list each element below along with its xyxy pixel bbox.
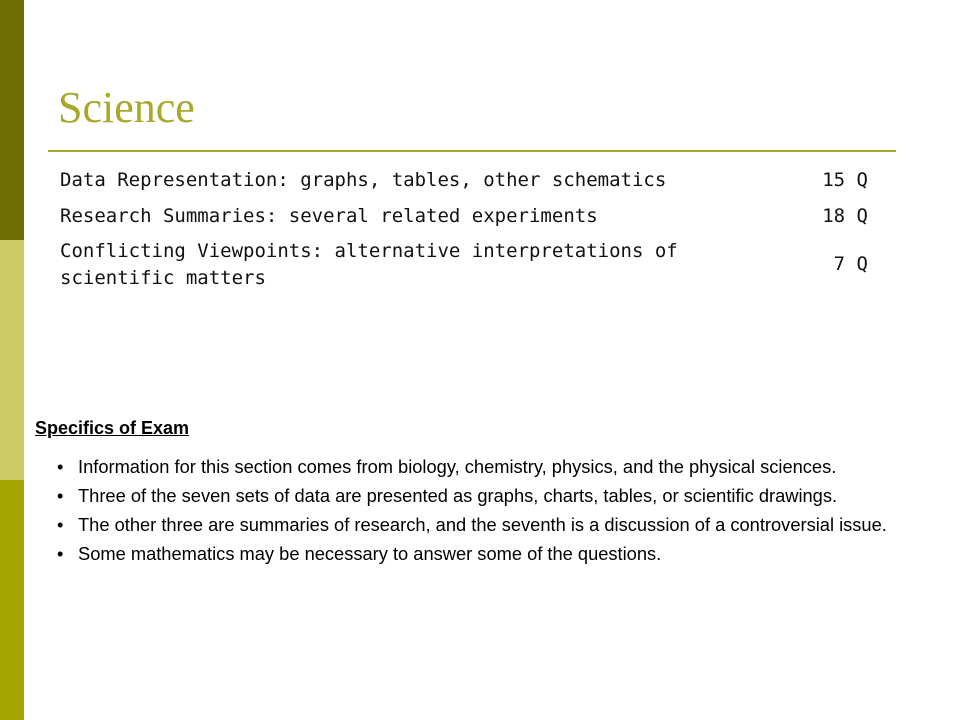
- topic-label: Research Summaries: several related experiments: [60, 204, 598, 227]
- list-item-text: Information for this section comes from biology, chemistry, physics, and the physical sciences.: [78, 456, 837, 477]
- bullet-icon: •: [57, 543, 64, 564]
- list-item: [50, 452, 920, 481]
- topic-label: Data Representation: graphs, tables, other schematics: [60, 169, 667, 191]
- list-item: [50, 481, 920, 510]
- specifics-heading: Specifics of Exam: [35, 418, 190, 438]
- list-item: [50, 539, 920, 568]
- side-bar-dark: [0, 0, 24, 240]
- side-bar-light: [0, 240, 24, 480]
- question-count: 15 Q: [822, 169, 868, 191]
- question-count: 18 Q: [822, 204, 868, 227]
- bullet-icon: •: [57, 514, 64, 535]
- list-item-text: Three of the seven sets of data are presented as graphs, charts, tables, or scientific drawings.: [78, 485, 838, 506]
- table-row: [60, 199, 868, 235]
- topic-label: Conflicting Viewpoints: alternative interpretations of scientific matters: [60, 240, 678, 289]
- slide-title: Science: [58, 83, 195, 132]
- list-item-text: Some mathematics may be necessary to answer some of the questions.: [78, 543, 662, 564]
- title-divider: [48, 150, 896, 152]
- bullet-icon: •: [57, 456, 64, 477]
- list-item-text: The other three are summaries of research, and the seventh is a discussion of a controversial issue.: [78, 514, 887, 535]
- table-row: [60, 163, 868, 199]
- list-item: [50, 510, 920, 539]
- topics-table: [60, 163, 868, 296]
- specifics-list: [50, 452, 920, 568]
- bullet-icon: •: [57, 485, 64, 506]
- side-bar-mid: [0, 480, 24, 720]
- question-count: 7 Q: [833, 253, 868, 276]
- table-row: [60, 234, 868, 296]
